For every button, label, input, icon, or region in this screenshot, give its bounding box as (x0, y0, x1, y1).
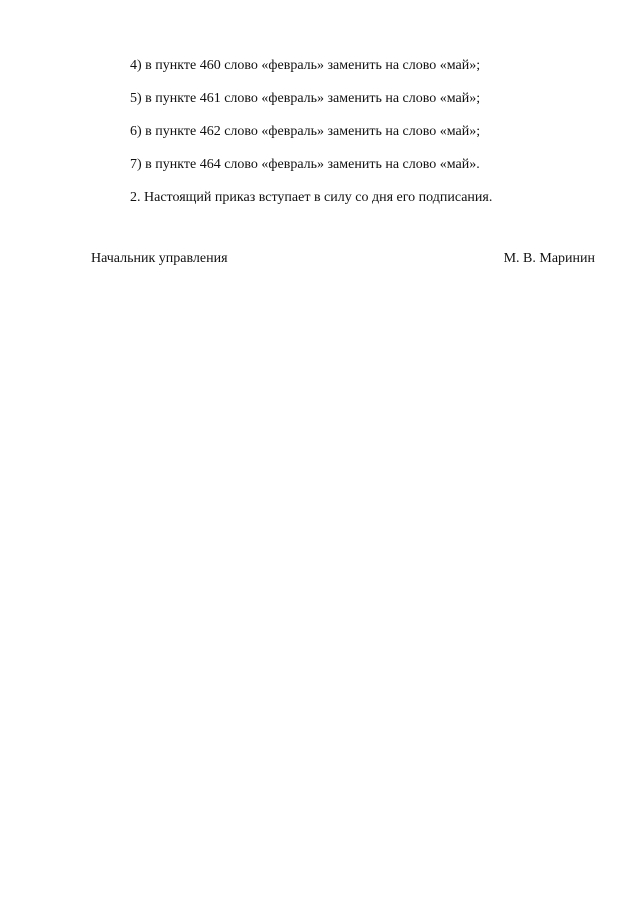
signatory-name: М. В. Маринин (503, 251, 595, 266)
amendment-item-4: 4) в пункте 460 слово «февраль» заменить на слово «май»; (130, 58, 481, 73)
amendment-item-5: 5) в пункте 461 слово «февраль» заменить на слово «май»; (130, 91, 481, 106)
signature-block (91, 249, 595, 269)
effective-date-clause: 2. Настоящий приказ вступает в силу со дня его подписания. (130, 190, 493, 205)
amendment-item-7: 7) в пункте 464 слово «февраль» заменить на слово «май». (130, 157, 480, 172)
amendment-item-6: 6) в пункте 462 слово «февраль» заменить на слово «май»; (130, 124, 481, 139)
signatory-position: Начальник управления (91, 251, 228, 266)
document-body (91, 56, 595, 221)
